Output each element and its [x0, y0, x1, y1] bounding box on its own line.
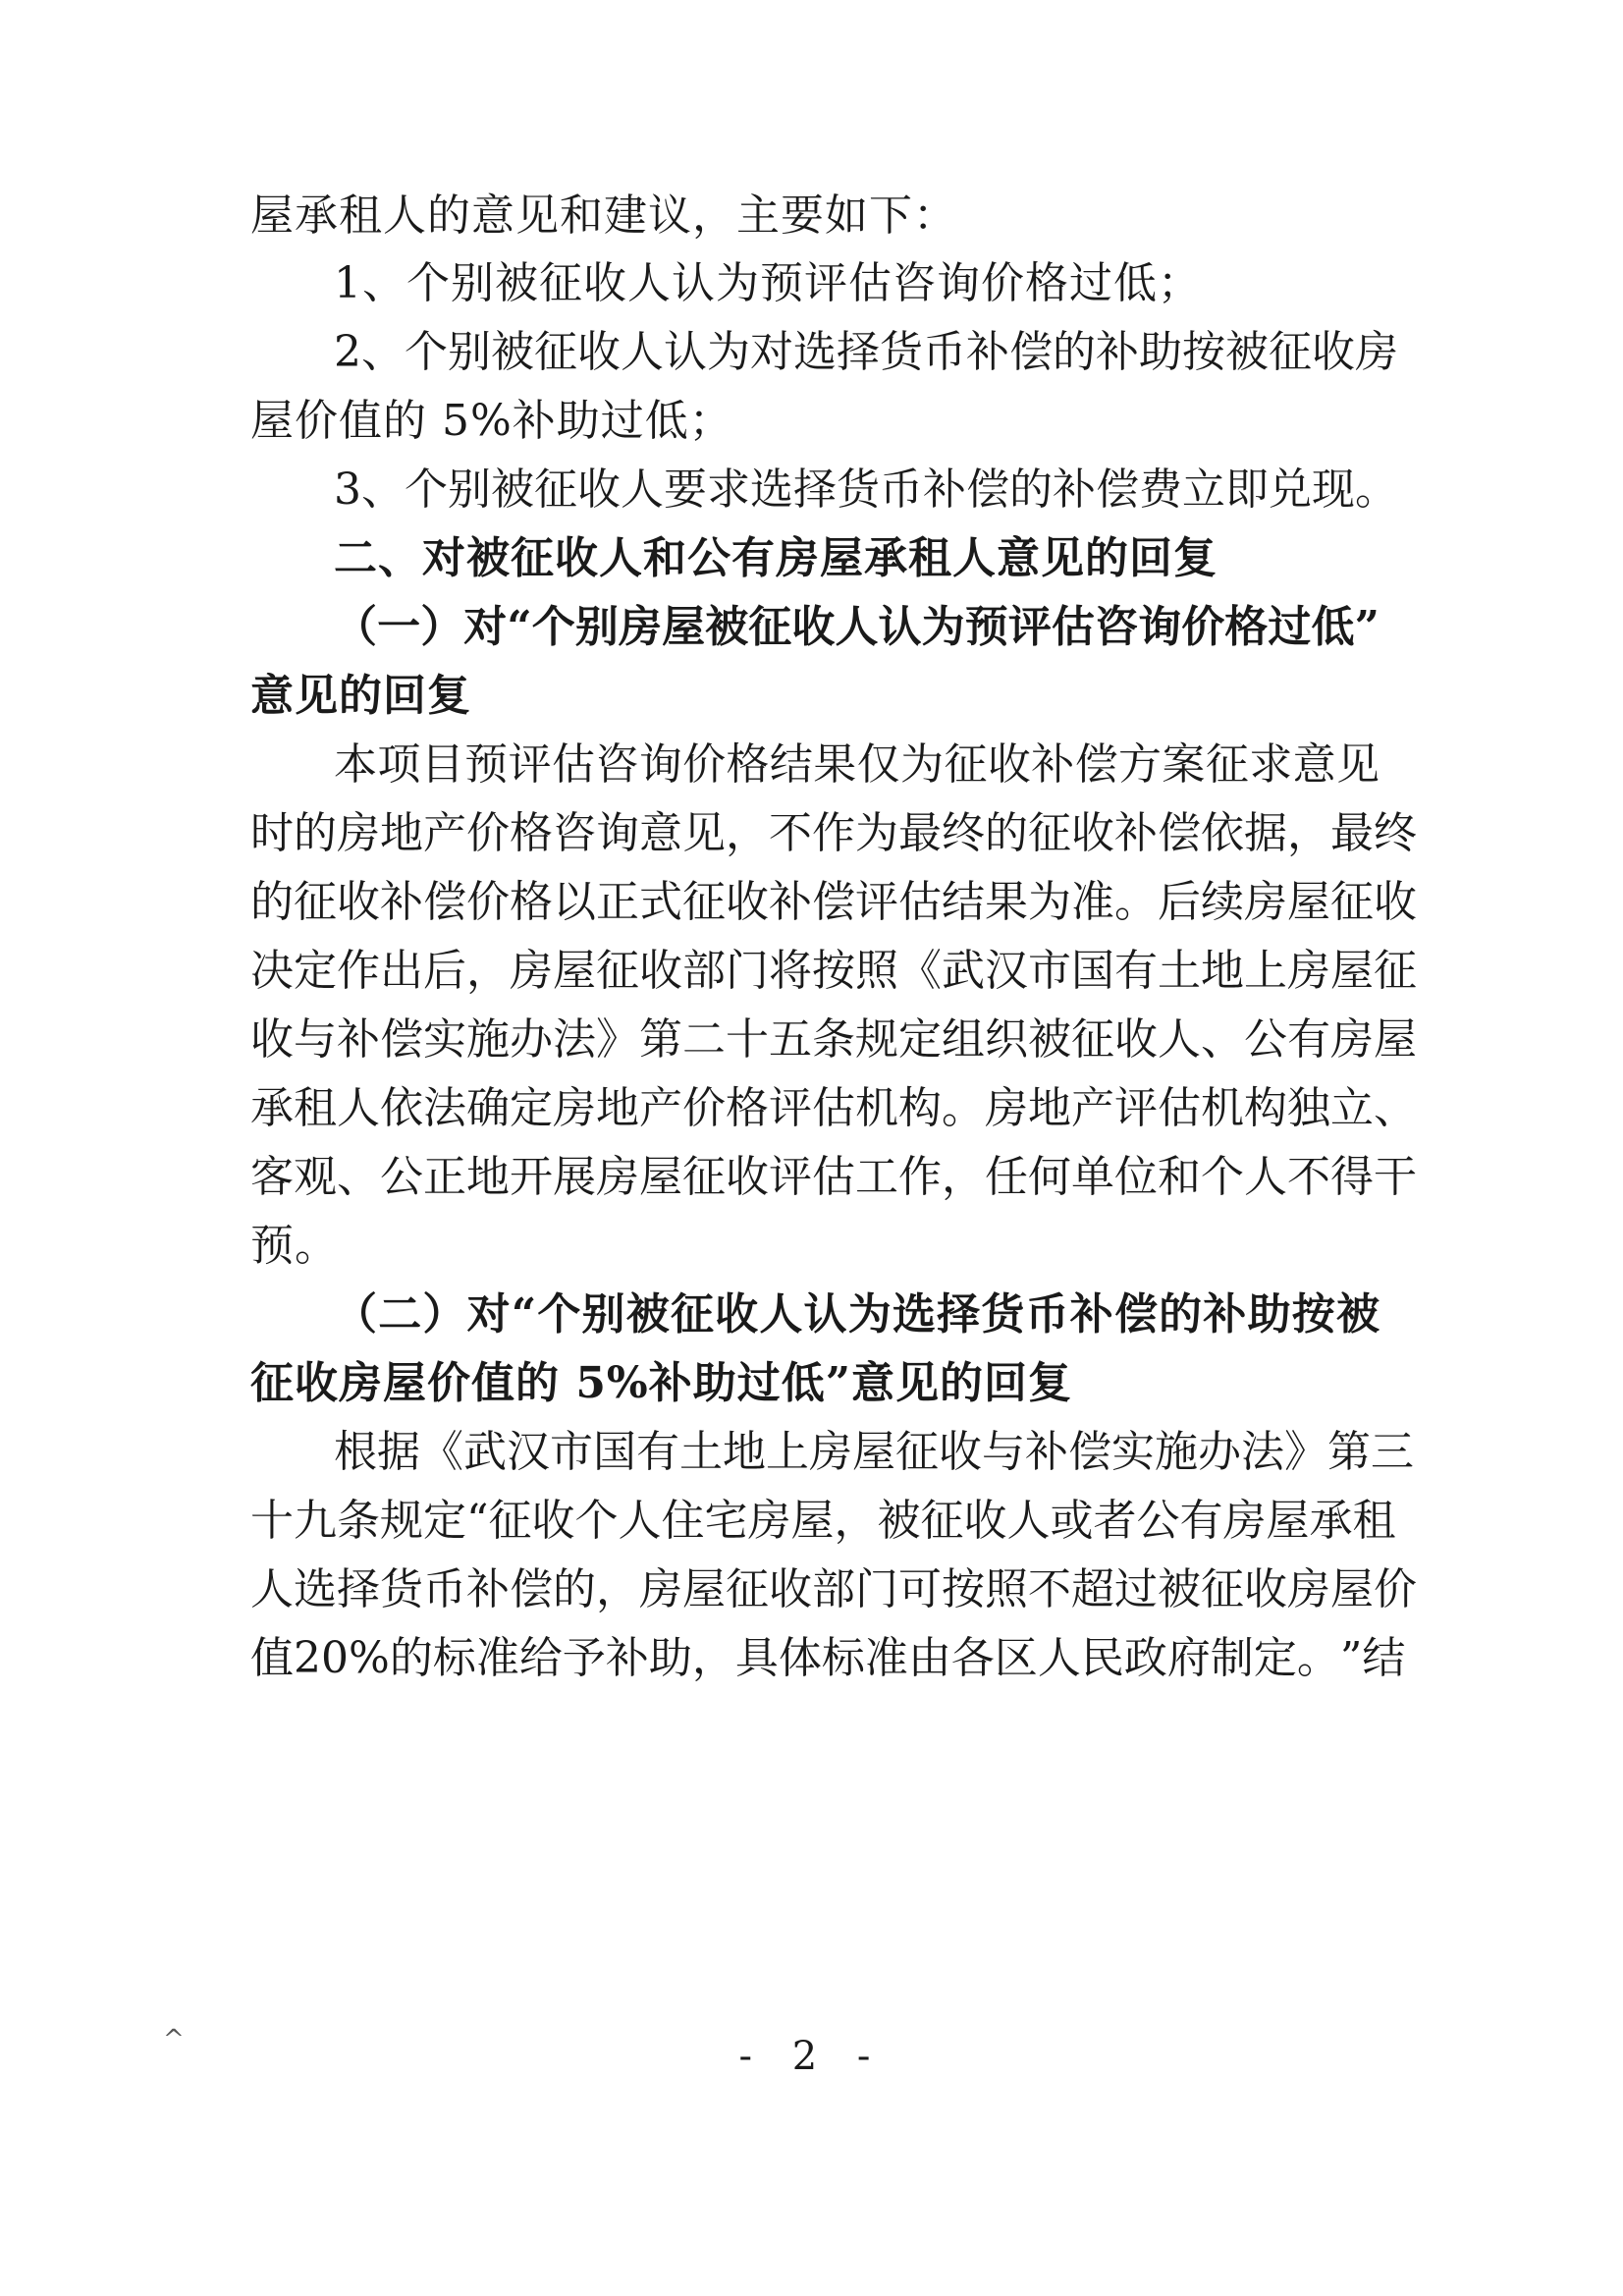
paragraph-line: 十 九 条 规 定 “ 征 收 个 人 住 宅 房 屋 ， 被 征 收 人 或 者 公 有 房 屋 承 租	[250, 1496, 1396, 1546]
section-heading-line: 征收房屋价值的 5%补助过低”意见的回复	[250, 1358, 1073, 1408]
paragraph-line: 的 征 收 补 偿 价 格 以 正 式 征 收 补 偿 评 估 结 果 为 准 。 后 续 房 屋 征 收	[250, 877, 1417, 927]
section-heading-line: （ 二 ） 对 “ 个 别 被 征 收 人 认 为 选 择 货 币 补 偿 的 补 助 按 被	[334, 1289, 1380, 1339]
paragraph-line: 决 定 作 出 后 ， 房 屋 征 收 部 门 将 按 照 《 武 汉 市 国 有 土 地 上 房 屋 征	[250, 946, 1417, 996]
section-heading-line: （ 一 ） 对 “ 个 别 房 屋 被 征 收 人 认 为 预 评 估 咨 询 价 格 过 低 ”	[334, 602, 1380, 652]
margin-mark: ^	[163, 2025, 185, 2054]
paragraph-line: 屋承租人的意见和建议，主要如下：	[250, 191, 957, 241]
paragraph-line: 根 据 《 武 汉 市 国 有 土 地 上 房 屋 征 收 与 补 偿 实 施 办 法 》 第 三	[334, 1427, 1414, 1477]
paragraph-line: 收 与 补 偿 实 施 办 法 》 第 二 十 五 条 规 定 组 织 被 征 收 人 、 公 有 房 屋	[250, 1014, 1417, 1065]
paragraph-line: 值 2 0 % 的 标 准 给 予 补 助 ， 具 体 标 准 由 各 区 人 民 政 府 制 定 。 ” 结	[250, 1633, 1406, 1683]
paragraph-line: 客 观 、 公 正 地 开 展 房 屋 征 收 评 估 工 作 ， 任 何 单 位 和 个 人 不 得 干	[250, 1152, 1417, 1202]
paragraph-line: 屋价值的 5%补助过低；	[250, 396, 733, 446]
section-heading-line: 意见的回复	[250, 671, 471, 721]
section-heading-line: 二、对被征收人和公有房屋承租人意见的回复	[334, 533, 1217, 583]
page-number: - 2 -	[738, 2034, 885, 2079]
paragraph-line: 人 选 择 货 币 补 偿 的 ， 房 屋 征 收 部 门 可 按 照 不 超 过 被 征 收 房 屋 价	[250, 1564, 1417, 1614]
paragraph-line: 预。	[250, 1221, 339, 1271]
paragraph-line: 承 租 人 依 法 确 定 房 地 产 价 格 评 估 机 构 。 房 地 产 评 估 机 构 独 立 、	[250, 1083, 1417, 1133]
paragraph-line: 2 、 个 别 被 征 收 人 认 为 对 选 择 货 币 补 偿 的 补 助 按 被 征 收 房	[334, 327, 1398, 377]
paragraph-line: 时 的 房 地 产 价 格 咨 询 意 见 ， 不 作 为 最 终 的 征 收 补 偿 依 据 ， 最 终	[250, 808, 1417, 858]
paragraph-line: 1、个别被征收人认为预评估咨询价格过低；	[334, 258, 1202, 308]
paragraph-line: 3 、 个 别 被 征 收 人 要 求 选 择 货 币 补 偿 的 补 偿 费 立 即 兑 现 。	[334, 465, 1398, 515]
paragraph-line: 本 项 目 预 评 估 咨 询 价 格 结 果 仅 为 征 收 补 偿 方 案 征 求 意 见	[334, 739, 1380, 790]
